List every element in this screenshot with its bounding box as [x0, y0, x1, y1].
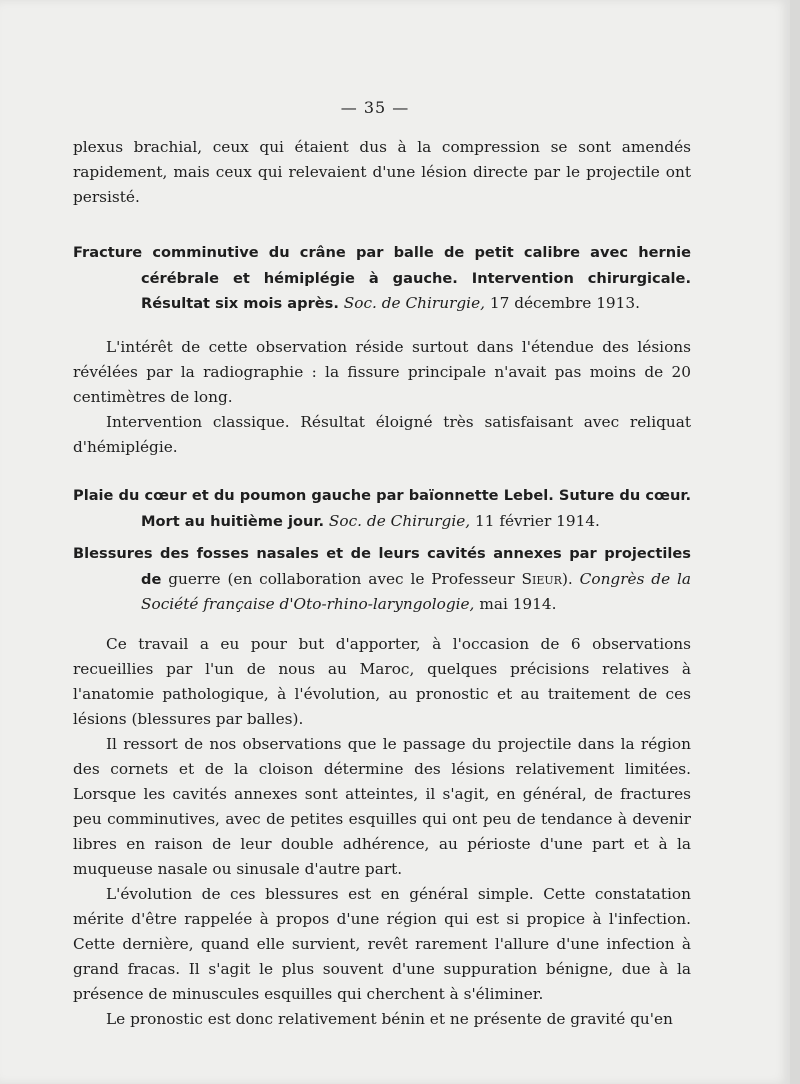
entry-source: Soc. de Chirurgie,	[328, 511, 471, 530]
entry-nasal-wounds	[73, 541, 691, 618]
entry-paren-close: ).	[561, 569, 573, 588]
entry-title: Fracture comminutive du crâne par balle de petit calibre avec hernie cérébrale et hémiplégie à gauche. Intervention chirurgicale. Résultat six mois après.	[73, 244, 691, 312]
body-paragraph: L'évolution de ces blessures est en général simple. Cette constatation mérite d'être rappelée à propos d'une région qui est si propice à l'infection. Cette dernière, quand elle survient, revêt rarement l'allure d'une infection à grand fracas. Il s'agit le plus souvent d'une suppuration bénigne, due à la présence de minuscules esquilles qui cherchent à s'éliminer.	[73, 885, 691, 1003]
entry-continuation: guerre (en collaboration avec le Professeur	[168, 569, 515, 588]
entry-title: Blessures des fosses nasales et de leurs cavités annexes par projectiles de	[73, 545, 691, 588]
entry-date: mai 1914.	[479, 595, 557, 613]
intro-paragraph	[73, 135, 691, 210]
entry-date: 17 décembre 1913.	[489, 294, 640, 312]
nasal-wounds-body	[73, 632, 691, 1032]
entry-source: Congrès de la Société française d'Oto-rhino-laryngologie,	[141, 569, 691, 613]
author-name: Sieur	[521, 569, 562, 588]
entry-date: 11 février 1914.	[475, 511, 600, 530]
intro-text: plexus brachial, ceux qui étaient dus à la compression se sont amendés rapidement, mais ceux qui relevaient d'une lésion directe par le projectile ont persisté.	[73, 138, 691, 206]
page-number: — 35 —	[340, 98, 410, 117]
entry-heart-wound	[73, 483, 691, 534]
entry-source: Soc. de Chirurgie,	[343, 294, 485, 312]
body-paragraph: Intervention classique. Résultat éloigné très satisfaisant avec reliquat d'hémiplégie.	[73, 413, 691, 456]
entry-title: Plaie du cœur et du poumon gauche par baïonnette Lebel. Suture du cœur. Mort au huitième jour.	[73, 487, 691, 530]
body-paragraph: Ce travail a eu pour but d'apporter, à l'occasion de 6 observations recueillies par l'un de nous au Maroc, quelques précisions relatives à l'anatomie pathologique, à l'évolution, au pronostic et au traitement de ces lésions (blessures par balles).	[73, 635, 691, 728]
entry-skull-fracture	[73, 240, 691, 317]
body-paragraph: Le pronostic est donc relativement bénin et ne présente de gravité qu'en	[106, 1010, 673, 1028]
body-paragraph: L'intérêt de cette observation réside surtout dans l'étendue des lésions révélées par la radiographie : la fissure principale n'avait pas moins de 20 centimètres de long.	[73, 338, 691, 406]
entry-skull-discussion	[73, 335, 691, 460]
body-paragraph: Il ressort de nos observations que le passage du projectile dans la région des cornets et de la cloison détermine des lésions relativement limitées. Lorsque les cavités annexes sont atteintes, il s'agit, en général, de fractures peu comminutives, avec de petites esquilles qui ont peu de tendance à devenir libres en raison de leur double adhérence, au périoste d'une part et à la muqueuse nasale ou sinusale d'autre part.	[73, 735, 691, 878]
